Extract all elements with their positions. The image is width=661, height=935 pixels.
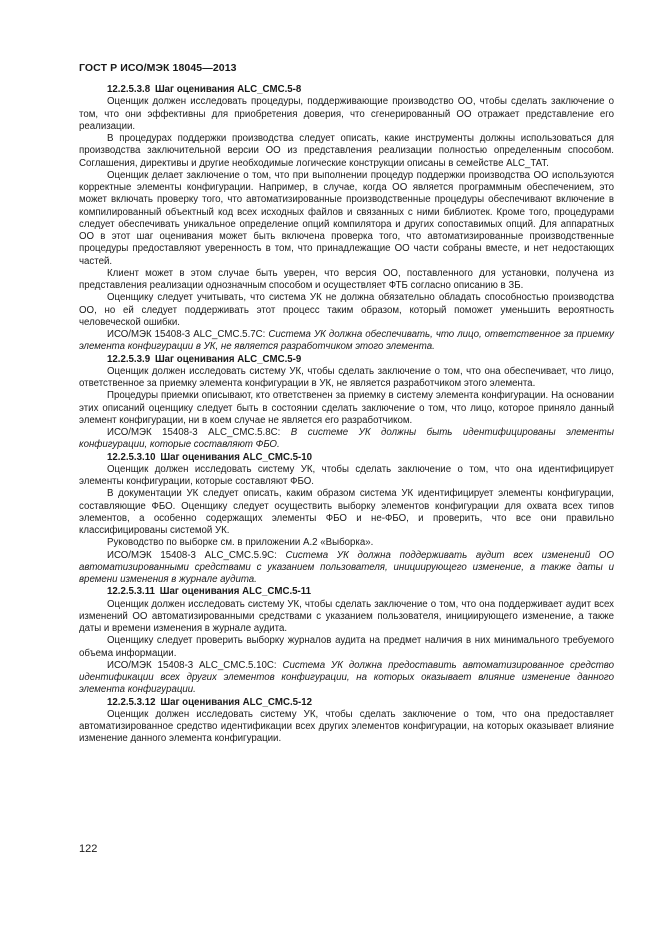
body-paragraph: Оценщик должен исследовать систему УК, чтобы сделать заключение о том, что она обеспечивает, что лицо, ответственное за приемку элемента конфигурации в УК, не является разработчиком этого элемента. bbox=[79, 365, 614, 389]
standard-reference bbox=[79, 329, 614, 354]
reference-text: Система УК должна предоставить автоматизированное средство идентификации всех других элементов конфигурации, на которых оказывает влияние изменение данного элемента конфигурации. bbox=[79, 659, 614, 696]
body-paragraph: Оценщик должен исследовать процедуры, поддерживающие производство ОО, чтобы сделать заключение о том, что они эффективны для приобретения доверия, что сгенерированный ОО отражает представление его реализации. bbox=[79, 96, 614, 132]
section-heading bbox=[79, 697, 614, 709]
section-number: 12.2.5.3.9 bbox=[107, 353, 151, 365]
body-paragraph: Оценщику следует проверить выборку журналов аудита на предмет наличия в них минимального требуемого объема информации. bbox=[79, 635, 614, 659]
section-title: Шаг оценивания ALC_CMC.5-9 bbox=[154, 353, 302, 365]
section-title: Шаг оценивания ALC_CMC.5-8 bbox=[154, 84, 302, 95]
reference-text: В системе УК должны быть идентифицированы элементы конфигурации, которые составляют ФБО. bbox=[79, 427, 615, 451]
body-paragraph: Оценщик должен исследовать систему УК, чтобы сделать заключение о том, что она предоставляет автоматизированное средство идентификации всех других элементов конфигурации, на которых оказывает влияние изменение данного элемента конфигурации. bbox=[79, 708, 614, 745]
section-number: 12.2.5.3.12 bbox=[107, 696, 156, 708]
reference-id: ИСО/МЭК 15408-3 ALC_CMC.5.7C: bbox=[107, 329, 269, 340]
section-number: 12.2.5.3.8 bbox=[107, 84, 151, 95]
section-title: Шаг оценивания ALC_CMC.5-11 bbox=[159, 586, 311, 598]
page-header-title: ГОСТ Р ИСО/МЭК 18045—2013 bbox=[79, 62, 237, 74]
section-title: Шаг оценивания ALC_CMC.5-10 bbox=[160, 451, 313, 463]
body-paragraph: Оценщику следует учитывать, что система УК не должна обязательно обладать способностью производства ОО, но ей следует поддерживать этот процесс таким образом, который поможет уменьшить вероятность человеческой ошибки. bbox=[79, 292, 614, 328]
section-heading bbox=[79, 452, 614, 464]
standard-reference bbox=[79, 660, 614, 697]
body-paragraph: Клиент может в этом случае быть уверен, что версия ОО, поставленного для установки, получена из представления реализации однозначным способом и осуществляет ФТБ согласно описанию в ЗБ. bbox=[79, 267, 614, 291]
standard-reference bbox=[79, 427, 614, 452]
reference-id: ИСО/МЭК 15408-3 ALC_CMC.5.8C: bbox=[107, 427, 291, 438]
document-body bbox=[79, 84, 614, 746]
section-number: 12.2.5.3.10 bbox=[107, 451, 156, 463]
section-heading bbox=[79, 586, 614, 598]
reference-id: ИСО/МЭК 15408-3 ALC_CMC.5.10C: bbox=[107, 659, 283, 671]
body-paragraph: Оценщик делает заключение о том, что при выполнении процедур поддержки производства ОО используются корректные элементы конфигурации. Например, в случае, когда ОО является программным обеспечением, это может включать проверку того, что автоматизированные производственные процедуры обеспечивают включение в компилированный объектный код всех исходных файлов и связанных с ними библиотек. Кроме того, процедурами следует обеспечивать уникальное определение опций компилятора и других сопоставимых опций. Для аппаратных ОО в этот шаг оценивания может быть включена проверка того, что автоматизированные производственные процедуры предоставляют уверенность в том, что принадлежащие ОО части собраны вместе, и нет недостающих частей. bbox=[79, 169, 614, 267]
standard-reference bbox=[79, 550, 614, 587]
page-number: 122 bbox=[79, 843, 98, 855]
body-paragraph: Руководство по выборке см. в приложении А.2 «Выборка». bbox=[107, 537, 374, 549]
reference-id: ИСО/МЭК 15408-3 ALC_CMC.5.9C: bbox=[107, 549, 286, 561]
body-paragraph: Оценщик должен исследовать систему УК, чтобы сделать заключение о том, что она поддерживает аудит всех изменений ОО автоматизированными средствами с указанием пользователя, инициирующего изменение, а также даты и времени изменения в журнале аудита. bbox=[79, 598, 614, 634]
section-heading bbox=[79, 354, 614, 366]
section-heading bbox=[79, 84, 614, 96]
body-paragraph: В документации УК следует описать, каким образом система УК идентифицирует элементы конфигурации, составляющие ФБО. Оценщику следует осуществить выборку элементов конфигурации для охвата всех типов элементов, а особенно содержащих элементы ФБО и не-ФБО, и проверить, что все они правильно классифицированы системой УК. bbox=[79, 488, 614, 536]
body-paragraph: Процедуры приемки описывают, кто ответственен за приемку в систему элемента конфигурации. На основании этих описаний оценщику следует быть в состоянии сделать заключение о том, что лицо, которое приняло данный элемент конфигурации, ни в коем случае не является его разработчиком. bbox=[79, 390, 614, 426]
body-paragraph: Оценщик должен исследовать систему УК, чтобы сделать заключение о том, что она идентифицирует элементы конфигурации, которые составляют ФБО. bbox=[79, 463, 614, 487]
reference-text: Система УК должна поддерживать аудит всех изменений ОО автоматизированными средствами с указанием пользователя, инициирующего изменение, а также даты и времени изменения в журнале аудита. bbox=[79, 549, 615, 585]
section-number: 12.2.5.3.11 bbox=[107, 586, 155, 598]
section-title: Шаг оценивания ALC_CMC.5-12 bbox=[160, 696, 313, 708]
reference-text: Система УК должна обеспечивать, что лицо, ответственное за приемку элемента конфигурации в УК, не является разработчиком этого элемента. bbox=[79, 329, 615, 353]
body-paragraph: В процедурах поддержки производства следует описать, какие инструменты должны использоваться для производства заключительной версии ОО из представления реализации полностью определенным способом. Соглашения, директивы и другие необходимые логические конструкции описаны в семействе ALC_TAT. bbox=[79, 133, 614, 169]
